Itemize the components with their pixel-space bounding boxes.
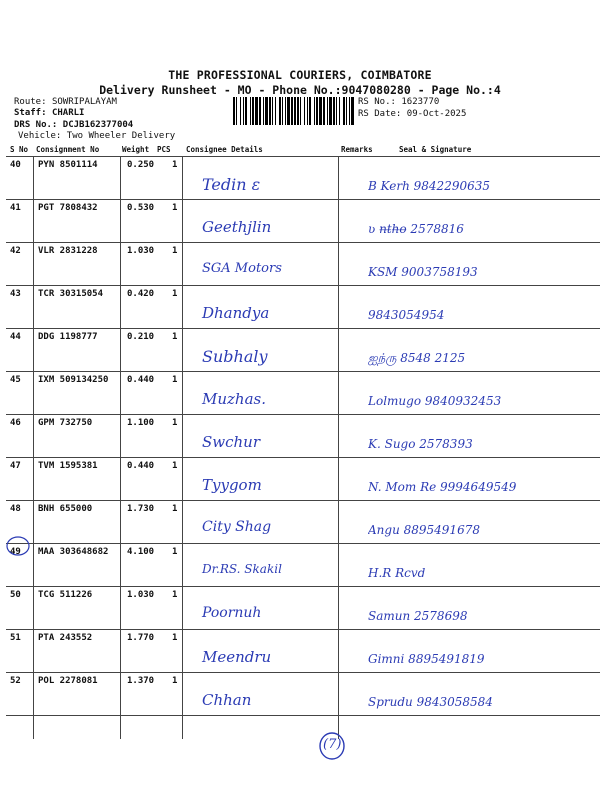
row-pcs: 1 (172, 461, 178, 471)
row-sno: 49 (10, 547, 21, 557)
vehicle-value: Two Wheeler Delivery (66, 131, 176, 141)
row-weight: 0.420 (127, 289, 155, 299)
row-weight: 1.030 (127, 590, 155, 600)
row-consignee-signature: Subhaly (202, 347, 268, 366)
row-pcs: 1 (172, 160, 178, 170)
row-consignment: TCR 30315054 (38, 289, 104, 299)
vehicle-label: Vehicle: (18, 131, 62, 141)
row-receiver-signature: H.R Rcvd (368, 566, 426, 580)
row-consignment: PYN 8501114 (38, 160, 98, 170)
row-receiver-signature: 9843054954 (368, 308, 445, 322)
row-sno: 46 (10, 418, 21, 428)
row-consignment: GPM 732750 (38, 418, 93, 428)
row-receiver-signature: B Kerh 9842290635 (368, 179, 491, 193)
row-sno: 41 (10, 203, 21, 213)
row-sno: 47 (10, 461, 21, 471)
route-value: SOWRIPALAYAM (51, 97, 117, 107)
row-sno: 42 (10, 246, 21, 256)
rs-date-label: RS Date: (358, 109, 402, 119)
row-sno: 48 (10, 504, 21, 514)
row-weight: 0.440 (127, 461, 155, 471)
rs-no-label: RS No.: (358, 97, 396, 107)
col-sno: S No (10, 145, 29, 154)
row-consignment: IXM 509134250 (38, 375, 109, 385)
row-sno: 44 (10, 332, 21, 342)
row-receiver-signature: K. Sugo 2578393 (368, 437, 473, 451)
row-consignee-signature: Geethjlin (202, 218, 272, 236)
row-consignee-signature: Tedin ɛ (202, 175, 261, 194)
row-pcs: 1 (172, 375, 178, 385)
row-sno: 40 (10, 160, 21, 170)
row-consignee-signature: Chhan (202, 691, 252, 709)
page-subtitle: Delivery Runsheet - MO - Phone No.:9047080280 - Page No.:4 (99, 83, 501, 97)
row-consignee-signature: Muzhas. (202, 390, 266, 408)
row-receiver-signature: Lolmugo 9840932453 (368, 394, 502, 408)
row-consignment: VLR 2831228 (38, 246, 98, 256)
row-receiver-signature: Gimni 8895491819 (368, 652, 485, 666)
row-receiver-signature: Angu 8895491678 (368, 523, 480, 537)
row-pcs: 1 (172, 504, 178, 514)
row-weight: 1.370 (127, 676, 155, 686)
row-weight: 1.730 (127, 504, 155, 514)
drs-label: DRS No.: (14, 120, 58, 130)
row-receiver-signature: KSM 9003758193 (368, 265, 478, 279)
row-sno: 43 (10, 289, 21, 299)
page-title: THE PROFESSIONAL COURIERS, COIMBATORE (168, 68, 432, 82)
row-sno: 51 (10, 633, 21, 643)
row-receiver-signature: Samun 2578698 (368, 609, 468, 623)
row-pcs: 1 (172, 332, 178, 342)
row-sno: 52 (10, 676, 21, 686)
row-consignment: MAA 303648682 (38, 547, 109, 557)
row-receiver-signature: N. Mom Re 9994649549 (368, 480, 517, 494)
row-weight: 4.100 (127, 547, 155, 557)
row-consignee-signature: Meendru (202, 648, 272, 666)
row-pcs: 1 (172, 289, 178, 299)
row-consignee-signature: SGA Motors (202, 261, 282, 276)
row-sno: 50 (10, 590, 21, 600)
staff-value: CHARLI (51, 108, 85, 118)
row-sno: 45 (10, 375, 21, 385)
row-consignee-signature: Tyygom (202, 476, 262, 494)
row-weight: 1.100 (127, 418, 155, 428)
row-consignment: DDG 1198777 (38, 332, 98, 342)
row-consignment: PGT 7808432 (38, 203, 98, 213)
row-pcs: 1 (172, 203, 178, 213)
col-consignee: Consignee Details (186, 145, 263, 154)
row-consignment: BNH 655000 (38, 504, 93, 514)
row-receiver-signature: ஐந்ரு 8548 2125 (368, 351, 466, 365)
row-pcs: 1 (172, 590, 178, 600)
row-pcs: 1 (172, 418, 178, 428)
drs-value: DCJB162377004 (62, 120, 134, 130)
page-mark: (7) (323, 737, 342, 752)
row-weight: 1.770 (127, 633, 155, 643)
col-weight: Weight (122, 145, 150, 154)
staff-label: Staff: (14, 108, 47, 118)
row-consignee-signature: Swchur (202, 433, 261, 451)
row-pcs: 1 (172, 633, 178, 643)
row-consignee-signature: Dr.RS. Skakil (202, 562, 282, 576)
row-consignee-signature: Dhandya (202, 304, 270, 322)
row-consignment: TVM 1595381 (38, 461, 98, 471)
row-consignment: PTA 243552 (38, 633, 93, 643)
row49-circle (7, 537, 29, 555)
row-consignment: POL 2278081 (38, 676, 98, 686)
col-pcs: PCS (157, 145, 171, 154)
row-weight: 0.440 (127, 375, 155, 385)
col-consignment: Consignment No (36, 145, 100, 154)
route-label: Route: (14, 97, 47, 107)
col-seal: Seal & Signature (399, 145, 472, 154)
row-weight: 1.030 (127, 246, 155, 256)
row-weight: 0.530 (127, 203, 155, 213)
row-consignee-signature: City Shag (202, 519, 272, 535)
row-pcs: 1 (172, 676, 178, 686)
row-weight: 0.250 (127, 160, 155, 170)
row-consignment: TCG 511226 (38, 590, 93, 600)
rs-no-value: 1623770 (401, 97, 440, 107)
row-consignee-signature: Poornuh (202, 605, 262, 621)
row-receiver-signature: Sprudu 9843058584 (368, 695, 493, 709)
rs-date-value: 09-Oct-2025 (406, 109, 467, 119)
row-weight: 0.210 (127, 332, 155, 342)
row-pcs: 1 (172, 547, 178, 557)
row-pcs: 1 (172, 246, 178, 256)
col-remarks: Remarks (341, 145, 373, 154)
row-receiver-signature: ʋ n̶t̶h̶o̶ 2578816 (368, 222, 464, 236)
